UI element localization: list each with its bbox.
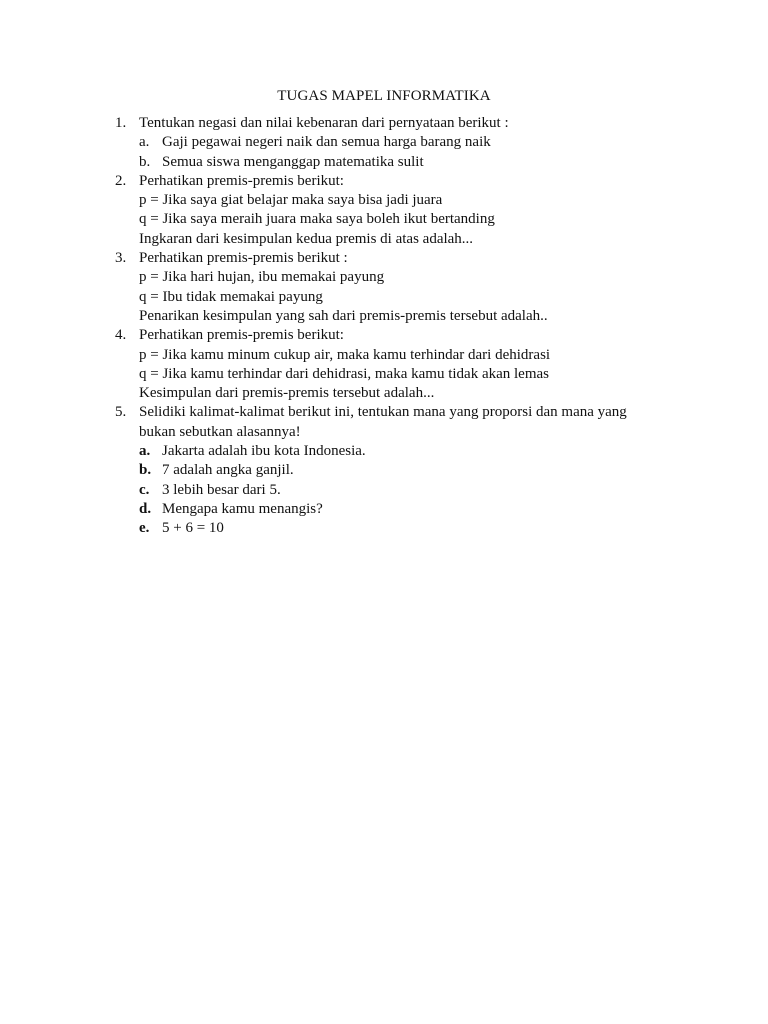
question-4-prompt	[0, 384, 768, 403]
question-number: 3.	[115, 250, 127, 267]
question-line: Penarikan kesimpulan yang sah dari premis-premis tersebut adalah..	[139, 307, 548, 324]
question-line: bukan sebutkan alasannya!	[139, 423, 301, 440]
question-2-prompt	[0, 230, 768, 249]
option-text: Jakarta adalah ibu kota Indonesia.	[162, 443, 366, 460]
option-letter: a.	[139, 443, 151, 460]
question-3	[0, 249, 768, 268]
question-text: Tentukan negasi dan nilai kebenaran dari pernyataan berikut :	[139, 115, 509, 131]
question-line: p = Jika saya giat belajar maka saya bisa jadi juara	[139, 192, 443, 209]
question-3-premise-q	[0, 288, 768, 307]
option-letter: e.	[139, 520, 150, 537]
option-text: Mengapa kamu menangis?	[162, 500, 323, 517]
question-3-premise-p	[0, 268, 768, 287]
question-5-option-d	[0, 500, 768, 519]
question-1	[0, 114, 768, 133]
question-5-option-b	[0, 461, 768, 480]
option-letter: b.	[139, 153, 151, 170]
question-text: Selidiki kalimat-kalimat berikut ini, tentukan mana yang proporsi dan mana yang	[139, 404, 627, 421]
question-5-option-a	[0, 442, 768, 461]
question-text: Perhatikan premis-premis berikut :	[139, 250, 348, 267]
question-line: q = Ibu tidak memakai payung	[139, 288, 323, 305]
question-1-option-b	[0, 153, 768, 172]
question-line: q = Jika saya meraih juara maka saya boleh ikut bertanding	[139, 211, 495, 228]
question-5-option-e	[0, 519, 768, 538]
question-3-prompt	[0, 307, 768, 326]
option-text: 5 + 6 = 10	[162, 520, 224, 537]
question-2-premise-p	[0, 191, 768, 210]
option-text: Semua siswa menganggap matematika sulit	[162, 153, 424, 170]
option-text: 3 lebih besar dari 5.	[162, 481, 281, 498]
option-text: 7 adalah angka ganjil.	[162, 462, 294, 479]
question-number: 2.	[115, 172, 127, 189]
question-5-option-c	[0, 481, 768, 500]
question-number: 4.	[115, 327, 127, 344]
document-title: TUGAS MAPEL INFORMATIKA	[277, 88, 491, 104]
option-letter: c.	[139, 481, 150, 498]
question-line: p = Jika hari hujan, ibu memakai payung	[139, 269, 385, 286]
question-5	[0, 403, 768, 422]
question-number: 1.	[115, 115, 127, 131]
question-text: Perhatikan premis-premis berikut:	[139, 172, 344, 189]
question-list	[0, 114, 768, 539]
question-4	[0, 326, 768, 345]
option-letter: d.	[139, 500, 152, 517]
question-2	[0, 172, 768, 191]
option-letter: a.	[139, 134, 150, 151]
question-2-premise-q	[0, 210, 768, 229]
option-letter: b.	[139, 462, 152, 479]
question-4-premise-p	[0, 346, 768, 365]
question-line: p = Jika kamu minum cukup air, maka kamu terhindar dari dehidrasi	[139, 346, 551, 363]
question-1-option-a	[0, 133, 768, 152]
question-4-premise-q	[0, 365, 768, 384]
question-text: Perhatikan premis-premis berikut:	[139, 327, 344, 344]
question-5-continuation	[0, 423, 768, 442]
question-line: Ingkaran dari kesimpulan kedua premis di atas adalah...	[139, 230, 474, 247]
option-text: Gaji pegawai negeri naik dan semua harga barang naik	[162, 134, 491, 151]
question-line: Kesimpulan dari premis-premis tersebut adalah...	[139, 385, 435, 402]
question-line: q = Jika kamu terhindar dari dehidrasi, maka kamu tidak akan lemas	[139, 365, 549, 382]
question-number: 5.	[115, 404, 127, 421]
